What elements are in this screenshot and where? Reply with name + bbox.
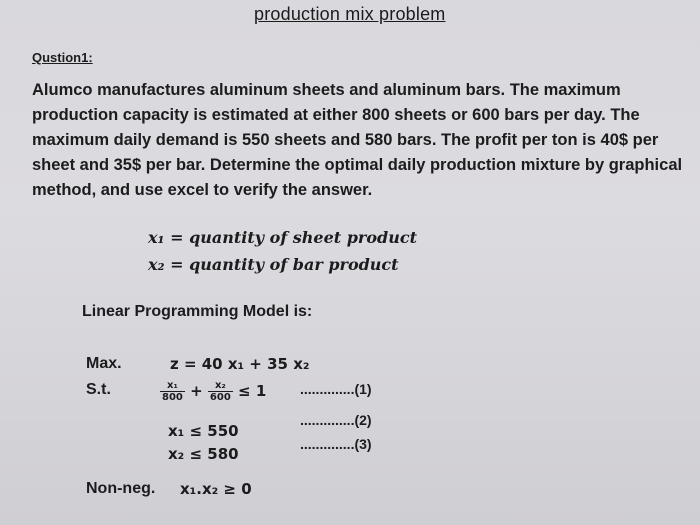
constraint-1-rhs: ≤ 1 xyxy=(238,382,267,400)
problem-line: maximum daily demand is 550 sheets and 580 bars. The profit per ton is 40$ per xyxy=(32,131,659,149)
problem-statement xyxy=(32,78,682,203)
fraction-numerator: x₁ xyxy=(160,380,185,392)
question-label: Qustion1: xyxy=(32,50,93,65)
problem-line: method, and use excel to verify the answer. xyxy=(32,181,373,199)
constraint-2: x₁ ≤ 550 xyxy=(168,422,239,440)
variable-x1-definition: x₁ = quantity of sheet product xyxy=(148,228,417,247)
st-label: S.t. xyxy=(86,381,111,398)
objective-function: z = 40 x₁ + 35 x₂ xyxy=(170,355,310,373)
fraction-numerator: x₂ xyxy=(208,380,233,392)
plus-sign: + xyxy=(190,382,203,400)
constraint-3: x₂ ≤ 580 xyxy=(168,445,239,463)
nonneg-constraint: x₁.x₂ ≥ 0 xyxy=(180,480,252,498)
fraction-x2-600 xyxy=(208,380,233,403)
variable-x2-definition: x₂ = quantity of bar product xyxy=(148,255,399,274)
constraint-1 xyxy=(160,380,266,403)
model-heading: Linear Programming Model is: xyxy=(82,303,313,320)
fraction-denominator: 800 xyxy=(162,392,183,403)
page-title: production mix problem xyxy=(254,4,446,24)
constraint-3-tag: ..............(3) xyxy=(300,436,372,452)
max-label: Max. xyxy=(86,355,122,372)
problem-line: Alumco manufactures aluminum sheets and aluminum bars. The maximum xyxy=(32,81,621,99)
nonneg-label: Non-neg. xyxy=(86,480,156,497)
constraint-2-tag: ..............(2) xyxy=(300,412,372,428)
fraction-x1-800 xyxy=(160,380,185,403)
fraction-denominator: 600 xyxy=(209,392,231,403)
problem-line: production capacity is estimated at either 800 sheets or 600 bars per day. The xyxy=(32,106,640,124)
constraint-1-tag: ..............(1) xyxy=(300,381,372,397)
problem-line: sheet and 35$ per bar. Determine the optimal daily production mixture by graphical xyxy=(32,156,683,174)
